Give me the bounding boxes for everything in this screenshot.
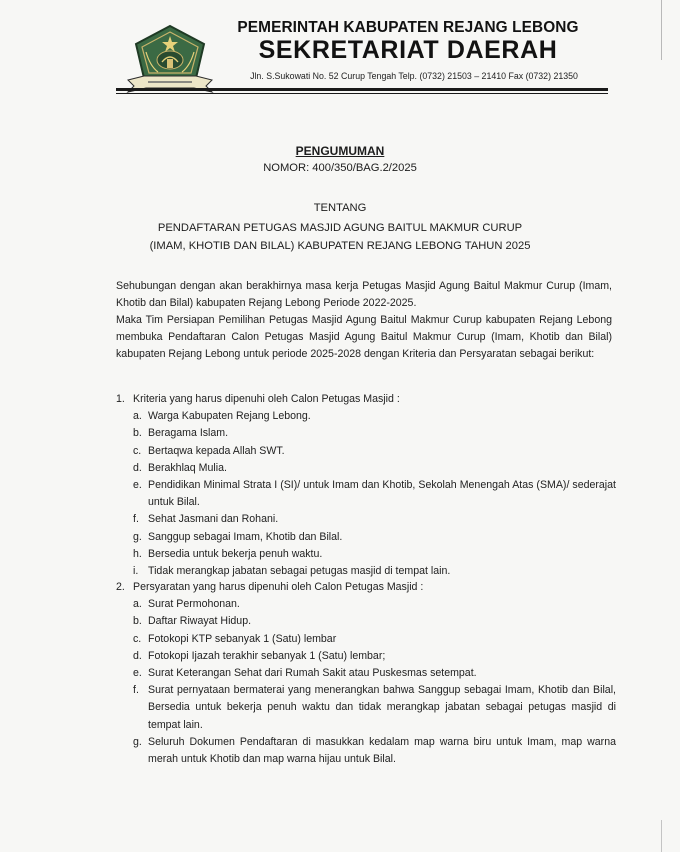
section-heading-text: Kriteria yang harus dipenuhi oleh Calon Petugas Masjid : bbox=[133, 393, 400, 405]
scan-edge bbox=[661, 0, 662, 60]
requirements-section bbox=[116, 579, 616, 768]
item-text: Surat Keterangan Sehat dari Rumah Sakit atau Puskesmas setempat. bbox=[148, 667, 477, 680]
section-number: 1. bbox=[116, 393, 125, 405]
item-letter: c. bbox=[133, 444, 142, 457]
item-text: Sanggup sebagai Imam, Khotib dan Bilal. bbox=[148, 530, 343, 543]
item-text: Bersedia untuk bekerja penuh waktu. bbox=[148, 547, 323, 560]
item-text: Warga Kabupaten Rejang Lebong. bbox=[148, 410, 311, 423]
scan-edge bbox=[661, 820, 662, 852]
item-text: Daftar Riwayat Hidup. bbox=[148, 615, 252, 628]
list-item bbox=[133, 529, 616, 546]
item-text: Seluruh Dokumen Pendaftaran di masukkan kedalam map warna biru untuk Imam, map warna merah untuk Khotib dan map warna hijau untuk Bilal. bbox=[148, 735, 616, 766]
requirements-list bbox=[116, 596, 616, 768]
list-item bbox=[133, 477, 616, 511]
office-name: SEKRETARIAT DAERAH bbox=[258, 36, 558, 64]
office-address: Jln. S.Sukowati No. 52 Curup Tengah Telp. (0732) 21503 – 21410 Fax (0732) 21350 bbox=[250, 71, 578, 81]
item-letter: i. bbox=[133, 565, 139, 578]
item-letter: a. bbox=[133, 598, 142, 611]
announcement-subject bbox=[0, 219, 680, 255]
list-item bbox=[133, 546, 616, 563]
item-letter: c. bbox=[133, 632, 142, 645]
list-item bbox=[133, 596, 616, 613]
item-text: Sehat Jasmani dan Rohani. bbox=[148, 513, 279, 526]
section-number: 2. bbox=[116, 581, 125, 593]
list-item bbox=[133, 408, 616, 425]
item-text: Pendidikan Minimal Strata I (SI)/ untuk Imam dan Khotib, Sekolah Menengah Atas (SMA)/ sederajat untuk Bilal. bbox=[148, 479, 616, 509]
criteria-list bbox=[116, 408, 616, 580]
item-letter: d. bbox=[133, 649, 142, 662]
regency-emblem-icon bbox=[124, 22, 216, 94]
section-heading bbox=[116, 579, 616, 596]
announcement-about: TENTANG bbox=[313, 202, 367, 214]
announcement-title: PENGUMUMAN bbox=[295, 144, 385, 158]
item-letter: f. bbox=[133, 684, 139, 697]
list-item bbox=[133, 511, 616, 528]
item-letter: g. bbox=[133, 530, 142, 543]
government-name: PEMERINTAH KABUPATEN REJANG LEBONG bbox=[237, 19, 579, 36]
item-letter: f. bbox=[133, 513, 139, 526]
criteria-section bbox=[116, 391, 616, 580]
item-text: Surat Permohonan. bbox=[148, 598, 240, 611]
letterhead-rule-thick bbox=[116, 88, 608, 91]
list-item bbox=[133, 734, 616, 768]
letterhead-rule-thin bbox=[116, 93, 608, 94]
list-item bbox=[133, 563, 616, 580]
body-paragraph: Sehubungan dengan akan berakhirnya masa kerja Petugas Masjid Agung Baitul Makmur Curup (Imam, Khotib dan Bilal) kabupaten Rejang Lebong Periode 2022-2025. bbox=[116, 280, 612, 309]
list-item bbox=[133, 460, 616, 477]
item-text: Berakhlaq Mulia. bbox=[148, 461, 227, 474]
list-item bbox=[133, 631, 616, 648]
subject-line: (IMAM, KHOTIB DAN BILAL) KABUPATEN REJANG LEBONG TAHUN 2025 bbox=[149, 240, 531, 252]
item-text: Tidak merangkap jabatan sebagai petugas masjid di tempat lain. bbox=[148, 565, 451, 578]
body-paragraph: Maka Tim Persiapan Pemilihan Petugas Masjid Agung Baitul Makmur Curup kabupaten Rejang Lebong membuka Pendaftaran Calon Petugas Masjid Agung Baitul Makmur Curup (Imam, Khotib dan Bilal) kabupaten Rejang Lebong untuk periode 2025-2028 dengan Kriteria dan Persyaratan sebagai berikut: bbox=[116, 314, 612, 360]
section-heading bbox=[116, 391, 616, 408]
item-letter: e. bbox=[133, 479, 142, 492]
list-item bbox=[133, 425, 616, 442]
list-item bbox=[133, 613, 616, 630]
item-letter: d. bbox=[133, 461, 142, 474]
item-letter: g. bbox=[133, 735, 142, 748]
item-text: Fotokopi Ijazah terakhir sebanyak 1 (Satu) lembar; bbox=[148, 649, 386, 662]
subject-line: PENDAFTARAN PETUGAS MASJID AGUNG BAITUL MAKMUR CURUP bbox=[157, 222, 523, 234]
item-text: Fotokopi KTP sebanyak 1 (Satu) lembar bbox=[148, 632, 337, 645]
list-item bbox=[133, 648, 616, 665]
item-letter: b. bbox=[133, 427, 142, 440]
announcement-number: NOMOR: 400/350/BAG.2/2025 bbox=[263, 162, 417, 174]
item-text: Beragama Islam. bbox=[148, 427, 229, 440]
item-letter: e. bbox=[133, 667, 142, 680]
section-heading-text: Persyaratan yang harus dipenuhi oleh Calon Petugas Masjid : bbox=[133, 581, 424, 593]
list-item bbox=[133, 443, 616, 460]
item-letter: b. bbox=[133, 615, 142, 628]
list-item bbox=[133, 682, 616, 734]
item-text: Surat pernyataan bermaterai yang menerangkan bahwa Sanggup sebagai Imam, Khotib dan Bilal, Bersedia untuk bekerja penuh waktu dan tidak merangkap jabatan sebagai petugas masjid di tempat lain. bbox=[148, 684, 616, 731]
item-letter: h. bbox=[133, 547, 142, 560]
item-text: Bertaqwa kepada Allah SWT. bbox=[148, 444, 285, 457]
list-item bbox=[133, 665, 616, 682]
item-letter: a. bbox=[133, 410, 142, 423]
